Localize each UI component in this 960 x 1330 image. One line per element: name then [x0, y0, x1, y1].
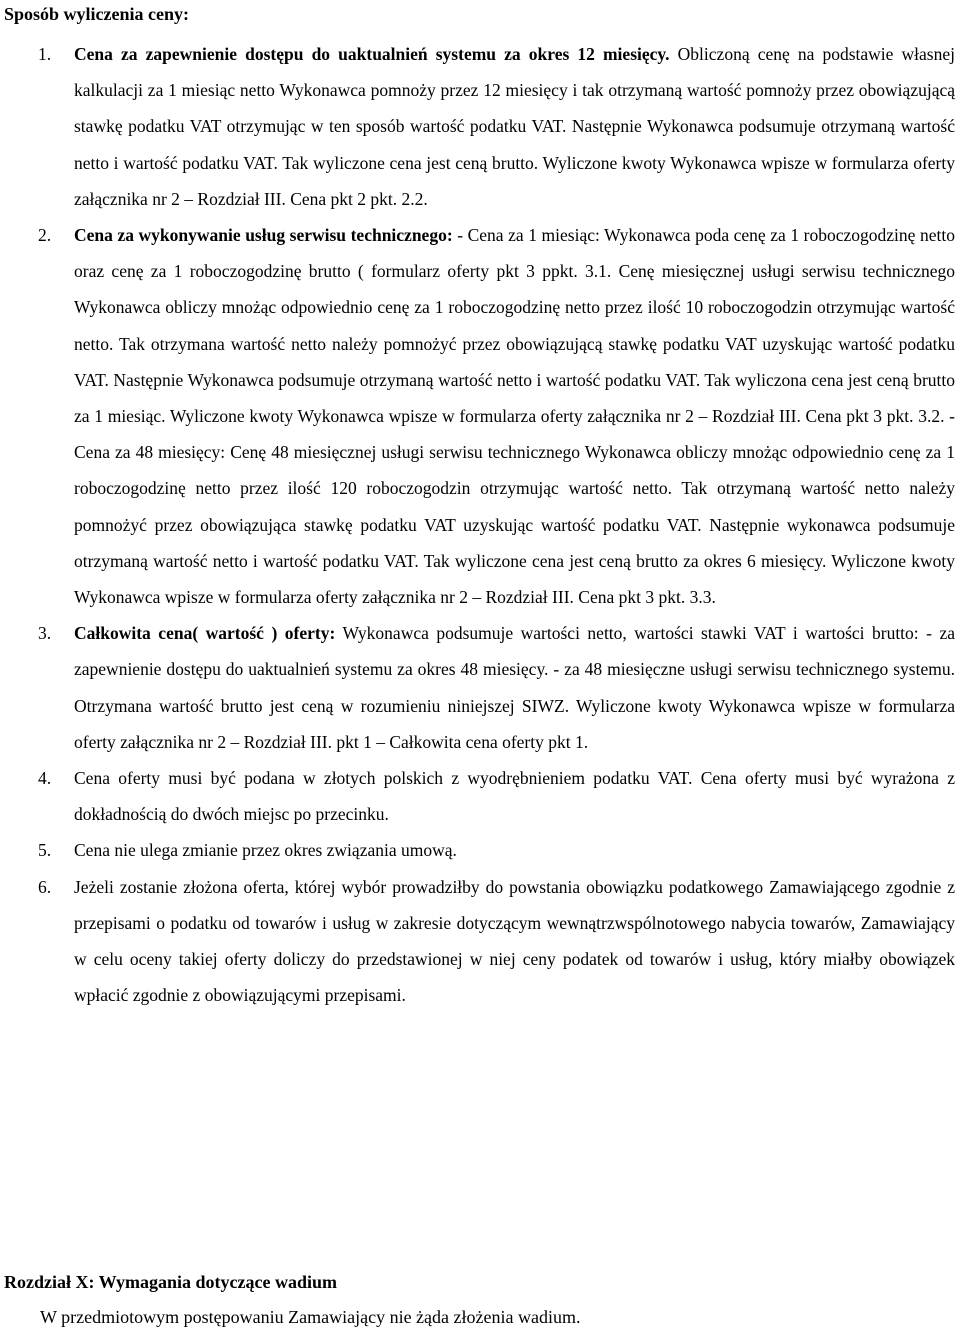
- list-item-text: Obliczoną cenę na podstawie własnej kalkulacji za 1 miesiąc netto Wykonawca pomnoży przez 12 miesięcy i tak otrzymaną wartość pomnoży przez obowiązującą stawkę podatku VAT otrzymując w ten sposób wartość podatku VAT. Następnie Wykonawca podsumuje otrzymaną wartość netto i wartość podatku VAT. Tak wyliczone cena jest ceną brutto. Wyliczone kwoty Wykonawca wpisze w formularza oferty załącznika nr 2 – Rozdział III. Cena pkt 2 pkt. 2.2.: [74, 44, 955, 209]
- list-item-text: Wykonawca podsumuje wartości netto, wartości stawki VAT i wartości brutto: - za zapewnienie dostępu do uaktualnień systemu za okres 48 miesięcy. - za 48 miesięczne usługi serwisu technicznego systemu. Otrzymana wartość brutto jest ceną w rozumieniu niniejszej SIWZ. Wyliczone kwoty Wykonawca wpisze w formularza oferty załącznika nr 2 – Rozdział III. pkt 1 – Całkowita cena oferty pkt 1.: [74, 623, 956, 752]
- list-item-number: 4.: [38, 768, 52, 789]
- list-item: [0, 832, 960, 868]
- list-item-number: 5.: [38, 840, 52, 861]
- section-heading-wadium: Rozdział X: Wymagania dotyczące wadium: [4, 1272, 337, 1292]
- list-item-number: 3.: [38, 623, 52, 644]
- list-item: [0, 760, 960, 832]
- price-calculation-list: [0, 36, 960, 1013]
- list-item: [0, 217, 960, 615]
- list-item: [0, 869, 960, 1014]
- wadium-paragraph: W przedmiotowym postępowaniu Zamawiający nie żąda złożenia wadium.: [40, 1307, 581, 1327]
- list-item-number: 2.: [38, 225, 52, 246]
- list-item-text: Jeżeli zostanie złożona oferta, której wybór prowadziłby do powstania obowiązku podatkowego Zamawiającego zgodnie z przepisami o podatku od towarów i usług w zakresie dotyczącym wewnątrzwspólnotowego nabycia towarów, Zamawiający w celu oceny takiej oferty doliczy do przedstawionej w niej ceny podatek od towarów i usług, który miałby obowiązek wpłacić zgodnie z obowiązującymi przepisami.: [74, 876, 955, 1006]
- list-item: [0, 36, 960, 217]
- list-item: [0, 615, 960, 760]
- list-item-bold-lead: Cena za zapewnienie dostępu do uaktualnień systemu za okres 12 miesięcy.: [74, 44, 670, 64]
- list-item-number: 1.: [38, 44, 52, 64]
- list-item-bold-lead: Cena za wykonywanie usług serwisu technicznego:: [74, 225, 453, 246]
- list-item-text: - Cena za 1 miesiąc: Wykonawca poda cenę za 1 roboczogodzinę netto oraz cenę za 1 roboczogodzinę brutto ( formularz oferty pkt 3 ppkt. 3.1. Cenę miesięcznej usługi serwisu technicznego Wykonawca obliczy mnożąc odpowiednio cenę za 1 roboczogodzinę netto przez ilość 10 roboczogodzin otrzymując wartość netto. Tak otrzymana wartość netto należy pomnożyć przez obowiązującą stawkę podatku VAT uzyskując wartość podatku VAT. Następnie Wykonawca podsumuje otrzymaną wartość netto i wartość podatku VAT. Tak wyliczona cena jest ceną brutto za 1 miesiąc. Wyliczone kwoty Wykonawca wpisze w formularza oferty załącznika nr 2 – Rozdział III. Cena pkt 3 pkt. 3.2. - Cena za 48 miesięcy: Cenę 48 miesięcznej usługi serwisu technicznego Wykonawca obliczy mnożąc odpowiednio cenę za 1 roboczogodzinę netto przez ilość 120 roboczogodzin otrzymując wartość netto. Tak otrzymaną wartość netto należy pomnożyć przez obowiązująca stawkę podatku VAT uzyskując wartość podatku VAT. Następnie wykonawca podsumuje otrzymaną wartość netto i wartość podatku VAT. Tak wyliczone cena jest ceną brutto za okres 6 miesięcy. Wyliczone kwoty Wykonawca wpisze w formularza oferty załącznika nr 2 – Rozdział III. Cena pkt 3 pkt. 3.3.: [74, 225, 955, 608]
- list-item-number: 6.: [38, 876, 52, 897]
- list-item-text: Cena oferty musi być podana w złotych polskich z wyodrębnieniem podatku VAT. Cena oferty musi być wyrażona z dokładnością do dwóch miejsc po przecinku.: [74, 768, 955, 825]
- list-item-text: Cena nie ulega zmianie przez okres związania umową.: [74, 840, 457, 861]
- section-heading: Sposób wyliczenia ceny:: [4, 4, 190, 24]
- list-item-bold-lead: Całkowita cena( wartość ) oferty:: [74, 623, 336, 644]
